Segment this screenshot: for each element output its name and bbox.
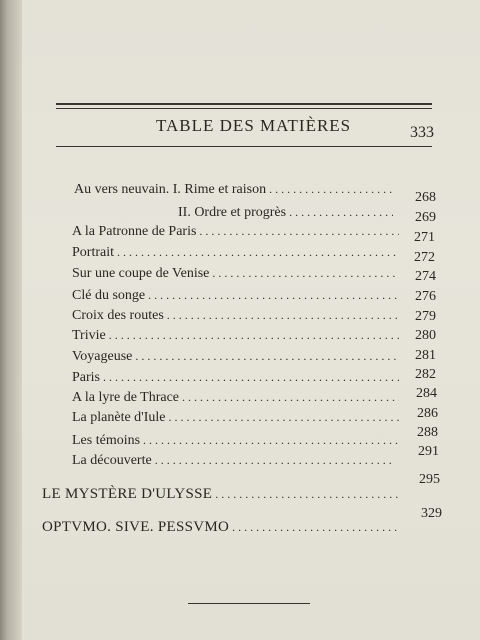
closing-rule (188, 603, 310, 604)
leader-dots (232, 518, 399, 536)
toc-section (42, 518, 402, 536)
toc-entry-page: 291 (418, 444, 439, 459)
leader-dots (155, 451, 391, 469)
toc-entry (72, 451, 394, 469)
toc-entry-page: 268 (415, 190, 436, 205)
toc-entry-title: A la lyre de Thrace (72, 390, 180, 405)
leader-dots (117, 243, 399, 261)
toc-entry-title: La planète d'Iule (72, 410, 166, 425)
toc-entry-title: Au vers neuvain. I. Rime et raison (74, 182, 267, 197)
toc-entry-page: 274 (415, 269, 436, 284)
toc-entry-page: 276 (415, 289, 436, 304)
toc-entry-title: Portrait (72, 245, 114, 260)
toc-entry (72, 306, 402, 324)
toc-entry-title: Trivie (72, 328, 106, 343)
toc-entry-page: 272 (414, 250, 435, 265)
toc-entry-title: Sur une coupe de Venise (72, 266, 210, 281)
leader-dots (103, 368, 399, 386)
leader-dots (168, 408, 399, 426)
toc-entry (72, 286, 402, 304)
toc-entry-page: 284 (416, 386, 437, 401)
leader-dots (215, 485, 399, 503)
leader-dots (135, 347, 399, 365)
running-head-title: TABLE DES MATIÈRES (156, 116, 352, 135)
book-binding-shadow (0, 0, 22, 640)
leader-dots (109, 326, 399, 344)
toc-entry (72, 347, 402, 365)
toc-entry-page: 271 (414, 230, 435, 245)
toc-entry-page: 282 (415, 367, 436, 382)
leader-dots (199, 222, 399, 240)
toc-entry (74, 180, 396, 198)
toc-entry-title: A la Patronne de Paris (72, 224, 197, 239)
leader-dots (182, 388, 399, 406)
toc-entry-title: II. Ordre et progrès (178, 205, 287, 220)
leader-dots (289, 203, 393, 221)
toc-section-title: LE MYSTÈRE D'ULYSSE (42, 486, 213, 502)
leader-dots (167, 306, 399, 324)
toc-entry (72, 368, 402, 386)
page-number: 333 (410, 124, 434, 141)
toc-entry-page: 286 (417, 406, 438, 421)
toc-entry-title: Voyageuse (72, 349, 133, 364)
toc-entry-page: 279 (415, 309, 436, 324)
toc-section-page: 295 (419, 472, 440, 487)
toc-entry (178, 203, 396, 221)
toc-entry-page: 288 (417, 425, 438, 440)
toc-entry (72, 243, 402, 261)
toc-entry (72, 222, 402, 240)
toc-entry (72, 326, 402, 344)
toc-entry-title: Clé du songe (72, 288, 146, 303)
toc-entry-page: 269 (415, 210, 436, 225)
leader-dots (212, 264, 399, 282)
toc-entry-title: Croix des routes (72, 308, 164, 323)
toc-entry (72, 388, 402, 406)
header-top-rule (56, 103, 432, 105)
toc-entry-page: 281 (415, 348, 436, 363)
toc-section (42, 485, 402, 503)
toc-section-title: OPTVMO. SIVE. PESSVMO (42, 519, 230, 535)
leader-dots (143, 431, 399, 449)
header-bottom-rule (56, 146, 432, 147)
toc-entry-title: Les témoins (72, 433, 141, 448)
toc-entry-title: La découverte (72, 453, 152, 468)
toc-entry (72, 431, 402, 449)
toc-entry (72, 408, 402, 426)
toc-entry (72, 264, 402, 282)
toc-entry-title: Paris (72, 370, 100, 385)
leader-dots (148, 286, 399, 304)
leader-dots (269, 180, 393, 198)
header-top-rule-thin (56, 108, 432, 109)
toc-entry-page: 280 (415, 328, 436, 343)
toc-section-page: 329 (421, 506, 442, 521)
